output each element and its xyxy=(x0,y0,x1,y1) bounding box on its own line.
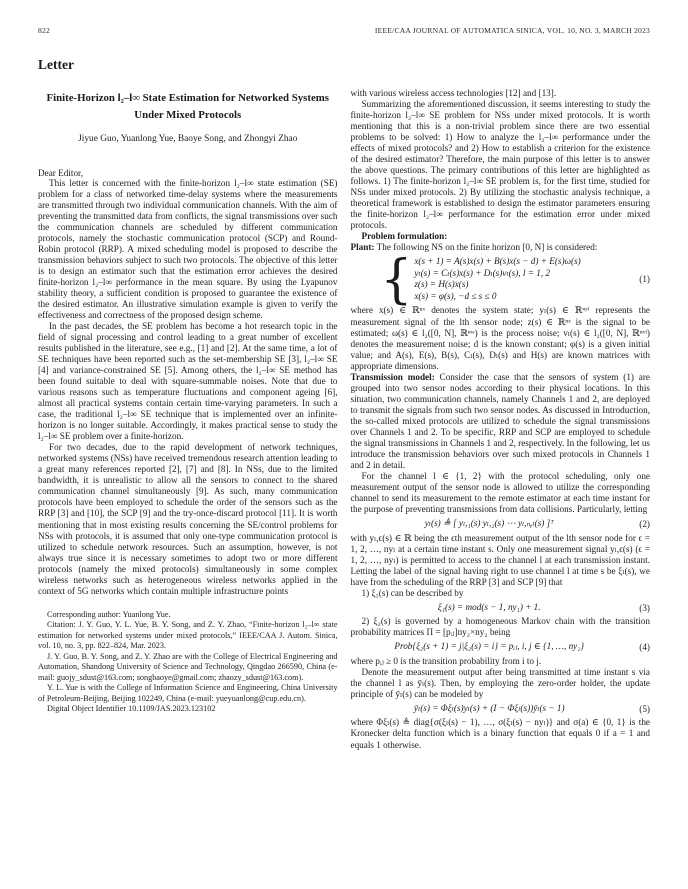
equation-3-body: ξ₁(s) = mod(s − 1, ny₁) + 1. xyxy=(437,601,541,612)
paragraph-abstract: This letter is concerned with the finite-horizon l₂–l∞ state estimation (SE) problem for a class of networked time-delay systems where the measurements are transmitted through two individual communication channels. With the aim of preventing the transmitted data from conflicts, the signal transmissions over such the communication channels are scheduled by different communication protocols, namely the stochastic communication protocol (SCP) and Round-Robin protocol (RRP). A mixed scheduling model is proposed to describe the transmission behaviors subject to such two protocols. The objective of this letter is to design an estimator such that the estimation error achieves the desired finite-horizon l₂–l∞ performance in the mean square. By using the Lyapunov stability theory, a sufficient condition is proposed to guarantee the existence of the desired estimator. An illustrative simulation example is given to verify the effectiveness and correctness of the proposed design scheme. xyxy=(38,177,338,320)
equation-1-body xyxy=(414,256,628,302)
paragraph-with-measurement: with yₗ,ϵ(s) ∈ ℝ being the ϵth measurement output of the lth sensor node for ϵ = 1, 2, …, nyₗ at a certain time instant s. Only one measurement signal yₗ,ϵ(s) (ϵ = 1, 2, …, nyₗ) is permitted to access to the channel l at each transmission instant. Letting the label of the signal having right to use channel l at time s be ξₗ(s), we have from the scheduling of the RRP [3] and SCP [9] that xyxy=(350,532,650,587)
equation-5 xyxy=(351,703,651,715)
footnotes-block xyxy=(38,610,338,715)
left-brace: { xyxy=(380,249,413,310)
plant-intro-text: The following NS on the finite horizon [0, N] is considered: xyxy=(374,242,598,253)
plant-label: Plant: xyxy=(350,242,375,253)
footnote-affiliation-1: J. Y. Guo, B. Y. Song, and Z. Y. Zhao are with the College of Electrical Engineering and Automation, Shandong University of Science and Technology, Qingdao 266590, China (e-mail: guojy_sdust@163.com; songbaoye@gmail.com; zhaozy_sdust@163.com). xyxy=(38,651,338,682)
footnote-doi: Digital Object Identifier 10.1109/JAS.2023.123102 xyxy=(47,704,216,714)
journal-title: IEEE/CAA JOURNAL OF AUTOMATICA SINICA, VOL. 10, NO. 3, MARCH 2023 xyxy=(374,26,650,35)
transmission-model-label: Transmission model: xyxy=(350,371,435,382)
footnote-affiliation-2: Y. L. Yue is with the College of Information Science and Engineering, China University of Petroleum-Beijing, Beijing 102249, China (e-mail: yueyuanlong@cup.edu.cn). xyxy=(38,683,338,703)
equation-2-number: (2) xyxy=(639,518,650,529)
equation-1-line-2: yₗ(s) = Cₗ(s)x(s) + Dₗ(s)vₗ(s), l = 1, 2 xyxy=(414,267,551,278)
equation-4-number: (4) xyxy=(639,642,650,653)
heading-problem-formulation: Problem formulation: xyxy=(361,231,448,242)
equation-2-body: yₗ(s) ≜ [ yₗ,₁(s) yₗ,₂(s) ⋯ yₗ,ₙᵧₗ(s) ]ᵀ xyxy=(424,518,554,529)
footnote-citation: Citation: J. Y. Guo, Y. L. Yue, B. Y. Song, and Z. Y. Zhao, “Finite-horizon l₂–l∞ state estimation for networked systems under mixed protocols,” IEEE/CAA J. Autom. Sinica, vol. 10, no. 3, pp. 822–824, Mar. 2023. xyxy=(38,620,338,651)
page-header xyxy=(38,26,650,35)
right-column xyxy=(351,88,651,751)
equation-1-number: (1) xyxy=(639,274,650,285)
page-number: 822 xyxy=(38,26,50,35)
equation-3 xyxy=(351,602,651,614)
list-item-xi1: 1) ξ₁(s) can be described by xyxy=(361,587,464,598)
equation-1-line-4: x(s) = φ(s), −d ≤ s ≤ 0 xyxy=(414,290,497,301)
list-item-xi2: 2) ξ₂(s) is governed by a homogeneous Markov chain with the transition probability matrices Π = [pᵢⱼ]ny₂×ny₂ being xyxy=(350,616,650,638)
paragraph-se-background: In the past decades, the SE problem has become a hot research topic in the field of signal processing and control leading to a great number of excellent results published in the literature, see e.g., [1] and [2]. At the same time, a lot of SE techniques have been reported such as the set-membership SE [3], l₂–l∞ SE [4] and variance-constrained SE [5]. Among others, the l₂–l∞ SE method has been found suitable to deal with square-summable noises. Note that due to various reasons such as temperature fluctuations and component ageing [6], almost all practical systems contain certain time-varying parameters. In such a case, the traditional l₂–l∞ SE technique that is implemented over an infinite-horizon is no longer suitable. Accordingly, it makes practical sense to study the l₂–l∞ SE problem over a finite-horizon. xyxy=(38,320,338,442)
equation-1-line-1: x(s + 1) = A(s)x(s) + B(s)x(s − d) + E(s)ω(s) xyxy=(414,256,581,267)
paragraph-channel-scheduling: For the channel l ∈ {1, 2} with the protocol scheduling, only one measurement output of the sensor node is allowed to utilize the corresponding channel to send its measurement to the remote estimator at each time instant for the purpose of preventing transmissions from data collisions. Particularly, letting xyxy=(350,470,650,515)
footnote-corresponding-author: Corresponding author: Yuanlong Yue. xyxy=(47,609,171,619)
left-column xyxy=(38,88,338,715)
paragraph-continued: with various wireless access technologies [12] and [13]. xyxy=(350,88,557,98)
equation-3-number: (3) xyxy=(639,602,650,613)
equation-4-body: Prob{ξ₂(s + 1) = j|ξ₂(s) = i} = pᵢⱼ, i, j ∈ {1, …, ny₂} xyxy=(394,641,585,652)
equation-1-line-3: z(s) = H(s)x(s) xyxy=(414,279,469,290)
paragraph-where-phi: where Φξₗ(s) ≜ diag{σ(ξₗ(s) − 1), …, σ(ξₗ(s) − nyₗ)} and σ(a) ∈ {0, 1} is the Kronecker delta function which is a binary function that equals 0 if a = 1 and equals 1 otherwise. xyxy=(350,717,650,750)
paragraph-networked-systems: For two decades, due to the rapid development of network techniques, networked systems (NSs) have received tremendous research attention leading to a great many references reported [2], [7] and [8]. In NSs, due to the limited bandwidth, it is unrealistic to allow all the sensors to connect to the shared communication channel simultaneously [9]. As such, many communication protocols have been employed to schedule the order of the sensors such as the RRP [3] and [10], the SCP [9] and the try-once-discard protocol [11]. It is worth mentioning that in most existing results concerning the SE/control problems for NSs with protocols, it is assumed that only one-type communication protocol is utilized to schedule network resources. Such an assumption, however, is not always true since it is necessary sometimes to adopt two or more different protocols (namely the mixed protocols) simultaneously in some complex wireless networks such as heterogeneous wireless networks applied in the context of 5G networks which contain multiple infrastructure points xyxy=(38,442,338,596)
salutation: Dear Editor, xyxy=(38,167,84,178)
transmission-model-text: Consider the case that the sensors of system (1) are grouped into two sensor nodes according to their physical locations. In this situation, two communication channels, namely Channels 1 and 2, are deployed to transmit the signals from such two sensor nodes. As discussed in Introduction, the so-called mixed protocols are utilized to schedule the signal transmissions over Channels 1 and 2. To be specific, RRP and SCP are employed to schedule the signal transmissions in Channels 1 and 2, respectively. In the following, let us introduce the transmission behaviors over such mixed protocols in Channels 1 and 2 in detail. xyxy=(350,371,650,470)
two-column-layout xyxy=(38,88,650,751)
paragraph-denote-output: Denote the measurement output after being transmitted at time instant s via the channel l as ȳₗ(s). Then, by employing the zero-order holder, the update principle of ȳₗ(s) can be modeled by xyxy=(350,666,650,699)
paragraph-where-pij: where pᵢⱼ ≥ 0 is the transition probability from i to j. xyxy=(350,655,542,666)
equation-2 xyxy=(351,518,651,530)
authors-line: Jiyue Guo, Yuanlong Yue, Baoye Song, and Zhongyi Zhao xyxy=(78,133,298,144)
paragraph-where-system: where x(s) ∈ ℝⁿˣ denotes the system state; yₗ(s) ∈ ℝⁿʸˡ represents the measurement signal of the lth sensor node; z(s) ∈ ℝⁿᶻ is the signal to be estimated; ω(s) ∈ l₂([0, N], ℝⁿʷ) is the process noise; vₗ(s) ∈ l₂([0, N], ℝⁿᵛˡ) denotes the measurement noise; d is the known constant; φ(s) is a given initial value; and A(s), E(s), B(s), Cₗ(s), Dₗ(s) and H(s) are known matrices with appropriate dimensions. xyxy=(350,305,650,371)
equation-1 xyxy=(351,249,651,310)
section-label-letter: Letter xyxy=(38,57,74,72)
equation-5-number: (5) xyxy=(639,703,650,714)
paragraph-summary: Summarizing the aforementioned discussion, it seems interesting to study the finite-horizon l₂–l∞ SE problem for NSs under mixed protocols. It is worth mentioning that this is a non-trivial problem since there are two essential problems to be solved: 1) How to analyze the l₂–l∞ performance under the effects of mixed protocols? and 2) How to establish a criterion for the existence of the desired estimator? Therefore, the main purpose of this letter is to answer the above questions. The primary contributions of this letter are highlighted as follows. 1) The finite-horizon l₂–l∞ SE problem is, for the first time, studied for NSs under mixed protocols. 2) By utilizing the stochastic analysis technique, a theoretical framework is established to design the estimator parameters ensuring the finite-horizon l₂–l∞ performance for the estimation error under mixed protocols. xyxy=(350,99,650,231)
paper-title: Finite-Horizon l₂–l∞ State Estimation for Networked Systems Under Mixed Protocols xyxy=(46,92,329,122)
equation-5-body: ȳₗ(s) = Φξₗ(s)yₗ(s) + (I − Φξₗ(s))ȳₗ(s − 1) xyxy=(413,702,565,713)
equation-4 xyxy=(351,641,651,653)
paragraph-transmission-model xyxy=(351,372,651,471)
